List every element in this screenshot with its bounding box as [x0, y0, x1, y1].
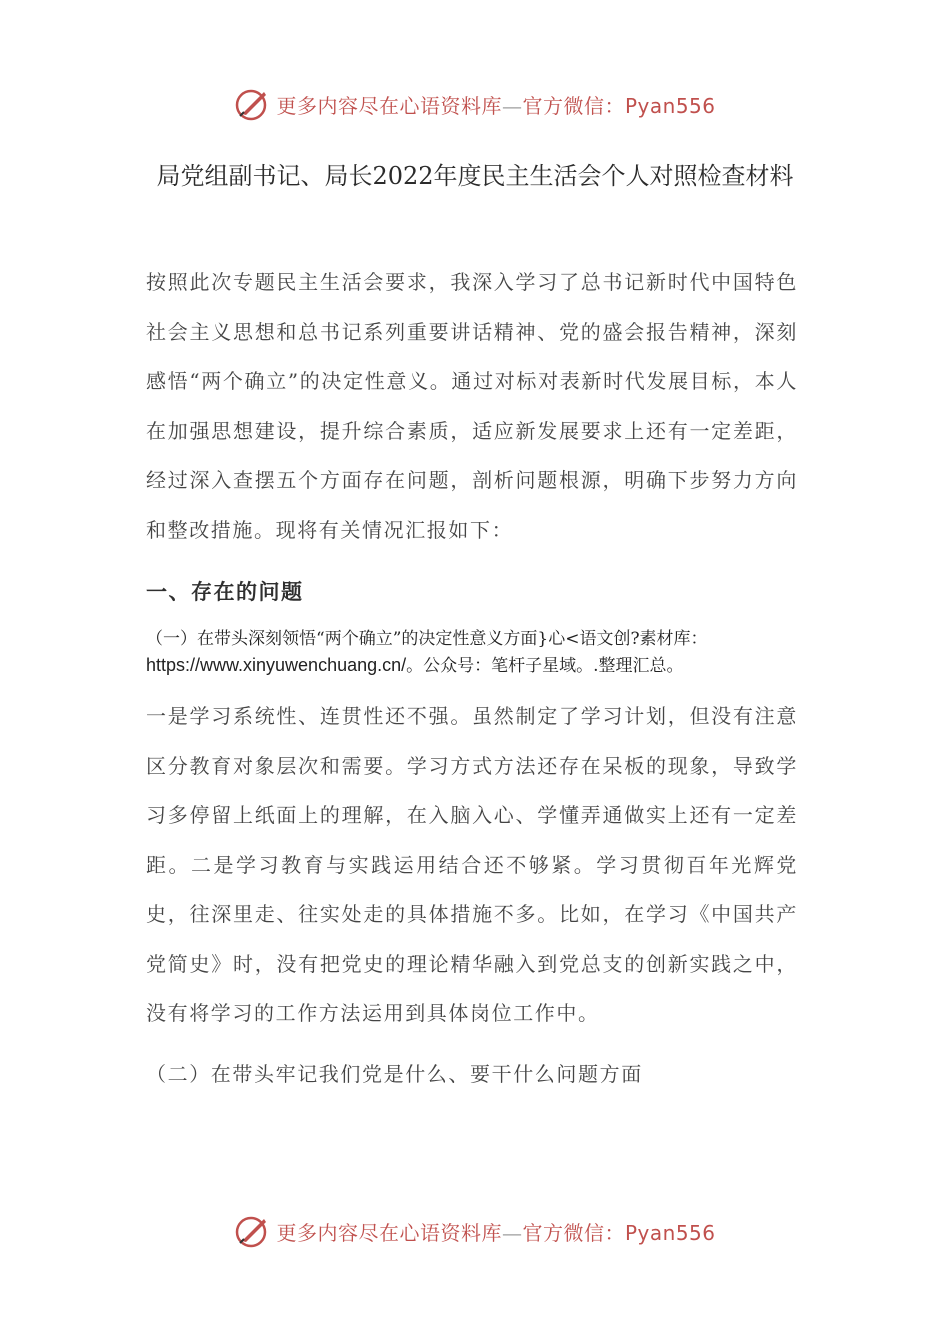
- subsection-2-heading: （二）在带头牢记我们党是什么、要干什么问题方面: [146, 1062, 643, 1086]
- banner-brand: 更多内容尽在心语资料库: [276, 93, 502, 118]
- banner-wechat-id: Pyan556: [624, 1220, 716, 1245]
- banner-official: 官方微信：: [522, 1220, 625, 1245]
- body-paragraph: 一是学习系统性、连贯性还不强。虽然制定了学习计划，但没有注意区分教育对象层次和需要。学习方式方法还存在呆板的现象，导致学习多停留上纸面上的理解，在入脑入心、学懂弄通做实上还有一定差距。二是学习教育与实践运用结合还不够紧。学习贯彻百年光辉党史，往深里走、往实处走的具体措施不多。比如，在学习《中国共产党简史》时，没有把党史的理论精华融入到党总支的创新实践之中，没有将学习的工作方法运用到具体岗位工作中。: [146, 704, 798, 1025]
- quill-logo-icon: [234, 86, 270, 122]
- subsection-1-tail: 。公众号：笔杆子星域。.整理汇总。: [406, 656, 684, 676]
- intro-paragraph: 按照此次专题民主生活会要求，我深入学习了总书记新时代中国特色社会主义思想和总书记系列重要讲话精神、党的盛会报告精神，深刻感悟“两个确立”的决定性意义。通过对标对表新时代发展目标，本人在加强思想建设，提升综合素质，适应新发展要求上还有一定差距，经过深入查摆五个方面存在问题，剖析问题根源，明确下步努力方向和整改措施。现将有关情况汇报如下：: [146, 270, 798, 542]
- subsection-1-heading: [146, 626, 806, 679]
- subsection-1-lead: （一）在带头深刻领悟“两个确立”的决定性意义方面}心<语文创?素材库：: [146, 629, 708, 649]
- banner-dash: —: [501, 1220, 523, 1245]
- section-heading: 一、存在的问题: [146, 579, 304, 604]
- quill-logo-icon: [234, 1213, 270, 1249]
- banner-wechat-id: Pyan556: [624, 93, 716, 118]
- banner-text: [276, 1217, 715, 1246]
- document-title: 局党组副书记、局长2022年度民主生活会个人对照检查材料: [156, 162, 794, 190]
- source-url-link[interactable]: https://www.xinyuwenchuang.cn/: [146, 655, 407, 675]
- footer-banner: [0, 1211, 950, 1251]
- banner-brand: 更多内容尽在心语资料库: [276, 1220, 502, 1245]
- banner-dash: —: [501, 93, 523, 118]
- banner-text: [276, 90, 715, 119]
- header-banner: [0, 84, 950, 124]
- banner-official: 官方微信：: [522, 93, 625, 118]
